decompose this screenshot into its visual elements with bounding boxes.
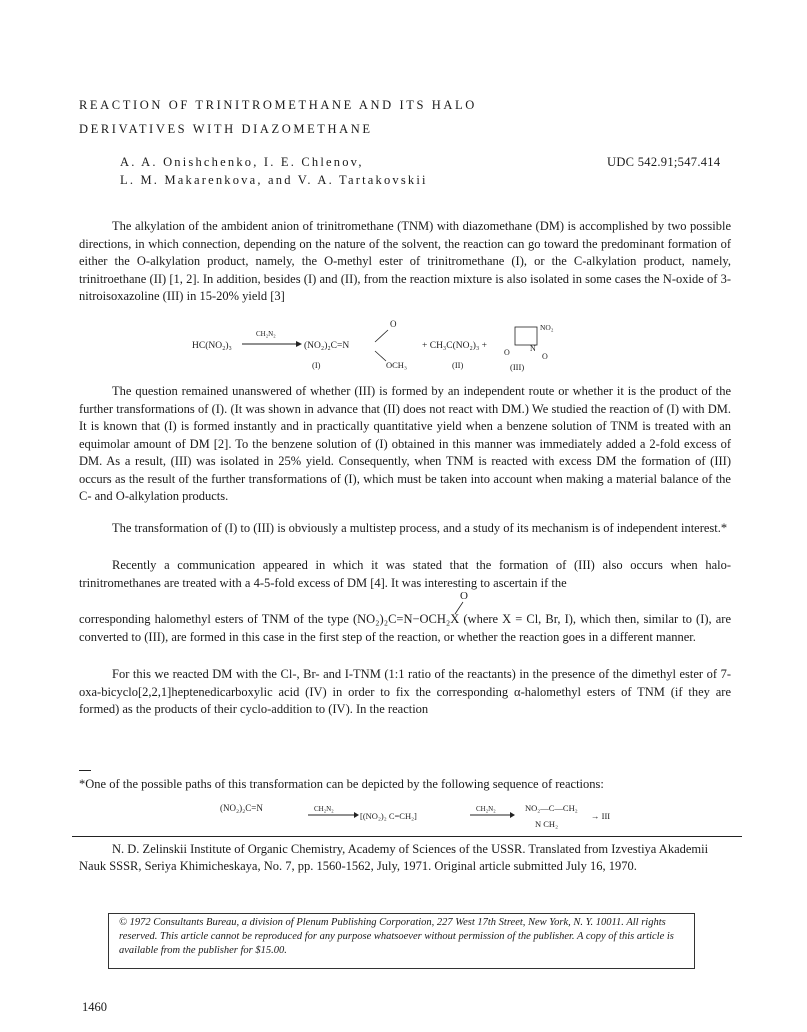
- scheme1-plus-product: + CH₃C(NO₂)₃ +: [422, 341, 487, 351]
- paragraph-halomethyl: [79, 611, 731, 646]
- arrow-head: [296, 341, 302, 347]
- paragraph-text: The question remained unanswered of whether (III) is formed by an independent route or whether it is the product of the further transformations of (I). (It was shown in advance that (II) does not react with DM.) We studied the reaction of (I) with DM. It is known that (I) is formed instantly and in practically quantitative yield when a benzene solution of TNM is treated with an equimolar amount of DM [2]. To the benzene solution of (I) obtained in this manner was immediately added a 2-fold excess of DM. As a result, (III) was isolated in 25% yield. Consequently, when TNM is reacted with excess DM the formation of (III) occurs as the result of the further transformations of (I), which must be taken into account when making a material balance of the C- and O-alkylation products.: [79, 384, 731, 503]
- scheme1-product: (NO₂)₂C=N: [304, 341, 350, 351]
- scheme2-intermediate: [(NO₂)₂ C=CH₂]: [360, 811, 417, 821]
- scheme1-reagent: CH₂N₂: [256, 330, 276, 338]
- arrow-head: [510, 812, 515, 818]
- scheme1-oxide-o: O: [542, 352, 548, 361]
- paragraph-intro: [79, 218, 731, 306]
- scheme2-product: → III: [591, 811, 611, 821]
- scheme2-ring-mid: N CH₂: [535, 819, 559, 829]
- reaction-scheme-2: [220, 795, 620, 835]
- paragraph-text: Recently a communication appeared in which it was stated that the formation of (III) also occurs when halo-trinitromethanes are treated with a 4-5-fold excess of DM [4]. It was interesting to ascertain if the: [79, 558, 731, 590]
- isoxazoline-ring: [515, 327, 537, 345]
- scheme2-reactant: (NO₂)₂C=N: [220, 803, 263, 813]
- scheme1-label-i: (I): [312, 360, 321, 370]
- paragraph-text: For this we reacted DM with the Cl-, Br- and I-TNM (1:1 ratio of the reactants) in the presence of the dimethyl ester of 7-oxa-bicyclo[2,2,1]heptenedicarboxylic acid (IV) in order to fix the corresponding α-halomethyl esters of TNM (if they are formed) as the products of their cyclo-addition to (IV). In the reaction: [79, 667, 731, 716]
- scheme1-och3: OCH₃: [386, 360, 407, 370]
- article-title-line-2: DERIVATIVES WITH DIAZOMETHANE: [79, 122, 373, 136]
- arrow-head: [354, 812, 359, 818]
- footnote-rule: [79, 770, 91, 771]
- affiliation: [79, 841, 731, 875]
- paragraph-study: [79, 383, 731, 506]
- affiliation-text: N. D. Zelinskii Institute of Organic Chemistry, Academy of Sciences of the USSR. Translated from Izvestiya Akademii Nauk SSSR, Seriya Khimicheskaya, No. 7, pp. 1560-1562, July, 1971. Original article submitted July 16, 1970.: [79, 842, 709, 873]
- paragraph-mechanism: [79, 520, 731, 538]
- bond-line: [375, 330, 388, 342]
- bond-line: [375, 351, 386, 361]
- scheme1-no2: NO₂: [540, 323, 554, 332]
- paragraph-communication: [79, 557, 731, 592]
- article-title-line-1: REACTION OF TRINITROMETHANE AND ITS HALO: [79, 98, 477, 112]
- authors-line-1: A. A. Onishchenko, I. E. Chlenov,: [120, 155, 364, 169]
- footer-rule: [72, 836, 742, 837]
- reaction-scheme-1: [190, 315, 610, 375]
- ester-oxide-o: O: [460, 590, 468, 602]
- scheme1-o: O: [390, 319, 397, 329]
- scheme2-reagent-2: CH₂N₂: [476, 805, 496, 813]
- paragraph-text: corresponding halomethyl esters of TNM of the type (NO₂)₂C=N−OCH₂X (where X = Cl, Br, I), which then, similar to (I), are converted to (III), are formed in this case in the first step of the reaction, or whether the reaction goes in a different manner.: [79, 612, 731, 644]
- udc-code: UDC 542.91;547.414: [607, 155, 721, 169]
- page-number: 1460: [82, 1000, 107, 1014]
- paragraph-text: The transformation of (I) to (III) is obviously a multistep process, and a study of its mechanism is of independent interest.*: [112, 521, 728, 535]
- copyright-notice: © 1972 Consultants Bureau, a division of Plenum Publishing Corporation, 227 West 17th Street, New York, N. Y. 10011. All rights reserved. This article cannot be reproduced for any purpose whatsoever without permission of the publisher. A copy of this article is available from the publisher for $15.00.: [108, 913, 695, 969]
- scheme1-ring-n: N: [530, 344, 536, 353]
- scheme2-ring-left: NO₂—C—CH₂: [525, 803, 578, 813]
- paragraph-method: [79, 666, 731, 719]
- footnote: *One of the possible paths of this transformation can be depicted by the following sequence of reactions:: [79, 777, 604, 791]
- authors-line-2: L. M. Makarenkova, and V. A. Tartakovskii: [120, 173, 428, 187]
- scheme2-reagent-1: CH₂N₂: [314, 805, 334, 813]
- scheme1-reactant: HC(NO₂)₃: [192, 341, 232, 351]
- scheme1-label-ii: (II): [452, 360, 464, 370]
- paragraph-text: The alkylation of the ambident anion of trinitromethane (TNM) with diazomethane (DM) is accomplished by two possible directions, in which connection, depending on the nature of the solvent, the reaction can go toward the predominant formation of either the O-alkylation product, namely, the O-methyl ester of trinitromethane (I), or the C-alkylation product, namely, trinitroethane (II) [1, 2]. In addition, besides (I) and (II), from the reaction mixture is also isolated in some cases the N-oxide of 3-nitroisoxazoline (III) in 15-20% yield [3]: [79, 219, 731, 303]
- scheme1-ring-o: O: [504, 348, 510, 357]
- scheme1-label-iii: (III): [510, 362, 525, 372]
